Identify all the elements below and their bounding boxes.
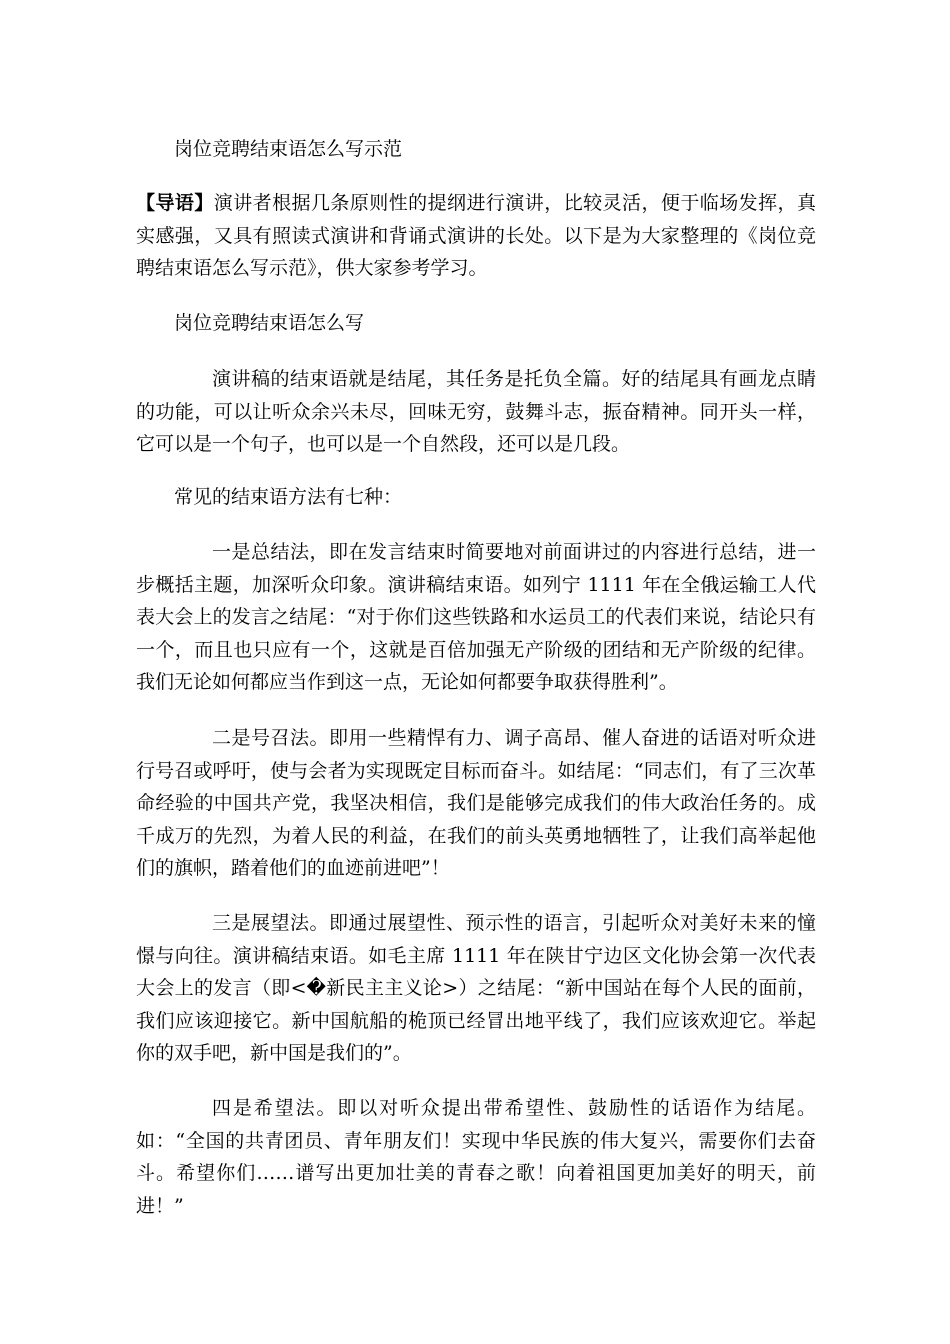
section-heading: 岗位竞聘结束语怎么写 xyxy=(174,312,365,334)
body-paragraph-2: 常见的结束语方法有七种： xyxy=(174,486,403,508)
intro-text: 演讲者根据几条原则性的提纲进行演讲，比较灵活，便于临场发挥，真实感强，又具有照读式演讲和背诵式演讲的长处。以下是为大家整理的《岗位竞聘结束语怎么写示范》，供大家参考学习。 xyxy=(136,192,816,279)
body-paragraph-3: 一是总结法，即在发言结束时简要地对前面讲过的内容进行总结，进一步概括主题，加深听众印象。演讲稿结束语。如列宁 1111 年在全俄运输工人代表大会上的发言之结尾：“对于你们这些铁路和水运员工的代表们来说，结论只有一个，而且也只应有一个，这就是百倍加强无产阶级的团结和无产阶级的纪律。我们无论如何都应当作到这一点，无论如何都要争取获得胜利”。 xyxy=(136,541,816,693)
body-paragraph-6: 四是希望法。即以对听众提出带希望性、鼓励性的话语作为结尾。如：“全国的共青团员、青年朋友们！实现中华民族的伟大复兴，需要你们去奋斗。希望你们……谱写出更加壮美的青春之歌！向着祖国更加美好的明天，前进！” xyxy=(136,1097,816,1217)
body-paragraph-1: 演讲稿的结束语就是结尾，其任务是托负全篇。好的结尾具有画龙点睛的功能，可以让听众余兴未尽，回味无穷，鼓舞斗志，振奋精神。同开头一样，它可以是一个句子，也可以是一个自然段，还可以是几段。 xyxy=(136,368,816,455)
intro-tag: 【导语】 xyxy=(136,192,214,214)
intro-paragraph xyxy=(136,187,816,285)
body-paragraph-5: 三是展望法。即通过展望性、预示性的语言，引起听众对美好未来的憧憬与向往。演讲稿结束语。如毛主席 1111 年在陕甘宁边区文化协会第一次代表大会上的发言（即<�新民主主义论>）之结尾：“新中国站在每个人民的面前，我们应该迎接它。新中国航船的桅顶已经冒出地平线了，我们应该欢迎它。举起你的双手吧，新中国是我们的”。 xyxy=(136,912,816,1064)
document-title: 岗位竞聘结束语怎么写示范 xyxy=(174,138,403,160)
body-paragraph-4: 二是号召法。即用一些精悍有力、调子高昂、催人奋进的话语对听众进行号召或呼吁，使与会者为实现既定目标而奋斗。如结尾：“同志们，有了三次革命经验的中国共产党，我坚决相信，我们是能够完成我们的伟大政治任务的。成千成万的先烈，为着人民的利益，在我们的前头英勇地牺牲了，让我们高举起他们的旗帜，踏着他们的血迹前进吧”！ xyxy=(136,727,816,879)
